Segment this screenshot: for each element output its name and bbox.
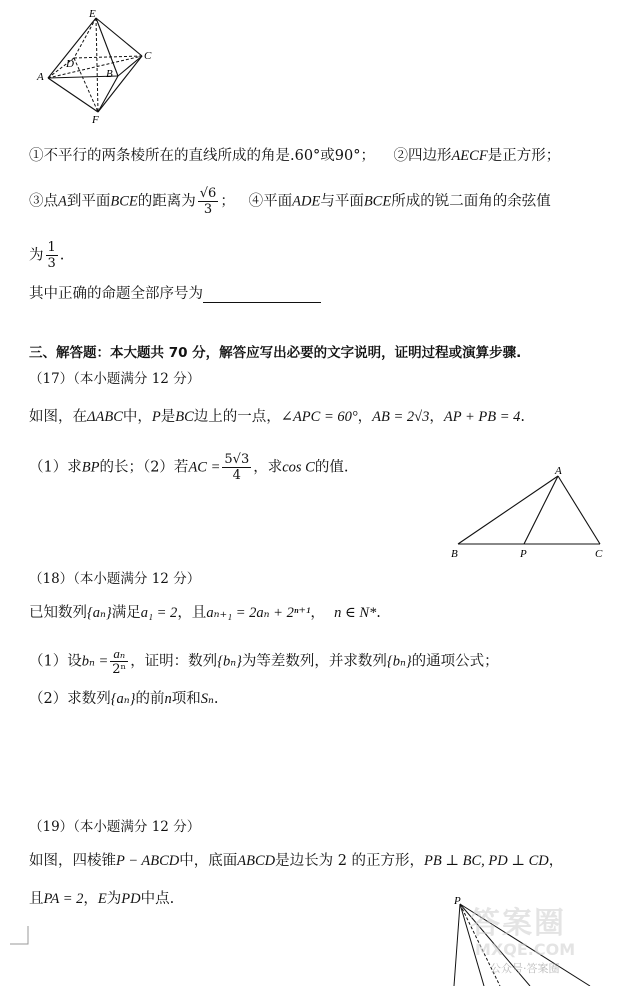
watermark-sub: 公众号·答案圈 [490,962,560,975]
watermark-domain: MXQE.COM [475,940,576,959]
watermark-logo: 答案圈 [470,906,566,941]
fraction-sqrt6-over-3: $\frac{√6}{3}$ [199,186,217,217]
label-A: A [37,71,44,83]
answer-blank[interactable] [203,288,321,303]
fraction-5sqrt3-over-4: $\frac{5√3}{4}$ [224,452,250,483]
q18-line-1: 已知数列{aₙ}满足a₁ = 2，且aₙ₊₁ = 2aₙ + 2ⁿ⁺¹， n ∈ N*. [29,605,381,621]
octahedron-figure [30,6,160,126]
label-F: F [92,114,99,126]
label-C: C [144,50,152,62]
q18-line-3: （2）求数列{aₙ}的前n项和Sₙ. [29,691,219,707]
q19-header: （19）（本小题满分 12 分） [29,819,201,835]
q17-header: （17）（本小题满分 12 分） [29,371,201,387]
q19-line-2: 且PA = 2，E为PD中点. [29,891,175,907]
statement-line-1: ①不平行的两条棱所在的直线所成的角是.60°或90°； ②四边形AECF是正方形； [29,148,561,164]
fraction-1-over-3: $\frac{1}{3}$ [47,240,56,271]
label-P: P [454,895,461,907]
label-A: A [555,465,562,477]
q19-line-1: 如图，四棱锥P − ABCD中，底面ABCD是边长为 2 的正方形，PB ⊥ BC, PD ⊥ CD， [29,853,564,869]
fraction-an-over-2n: $\frac{\text{aₙ}}{\text{2ⁿ}}$ [112,646,127,677]
q17-line-1: 如图，在ΔABC中，P是BC边上的一点，∠APC = 60°，AB = 2√3，AP + PB = 4. [29,409,525,425]
statement-line-2: ③点A到平面BCE的距离为 $\frac{√6}{3}$ ； ④平面ADE与平面BCE所成的锐二面角的余弦值 [29,186,551,217]
q17-line-2: （1）求BP的长；（2）若AC = $\frac{5√3}{4}$ ，求cos C的值. [29,452,349,483]
label-E: E [89,8,96,20]
statement-line-3: 为 $\frac{1}{3}$ . [29,240,65,271]
label-C: C [595,548,603,560]
answer-prompt: 其中正确的命题全部序号为 [29,285,321,303]
triangle-figure [444,462,614,562]
label-P: P [520,548,527,560]
q18-header: （18）（本小题满分 12 分） [29,571,201,587]
section-title: 三、解答题：本大题共 70 分，解答应写出必要的文字说明，证明过程或演算步骤. [29,345,522,361]
label-D: D [66,58,74,70]
corner-mark [8,924,32,948]
q18-line-2: （1）设bₙ = $\frac{\text{aₙ}}{\text{2ⁿ}}$ ，证明：数列{bₙ}为等差数列，并求数列{bₙ}的通项公式； [29,646,499,677]
label-B: B [106,68,113,80]
label-B: B [451,548,458,560]
